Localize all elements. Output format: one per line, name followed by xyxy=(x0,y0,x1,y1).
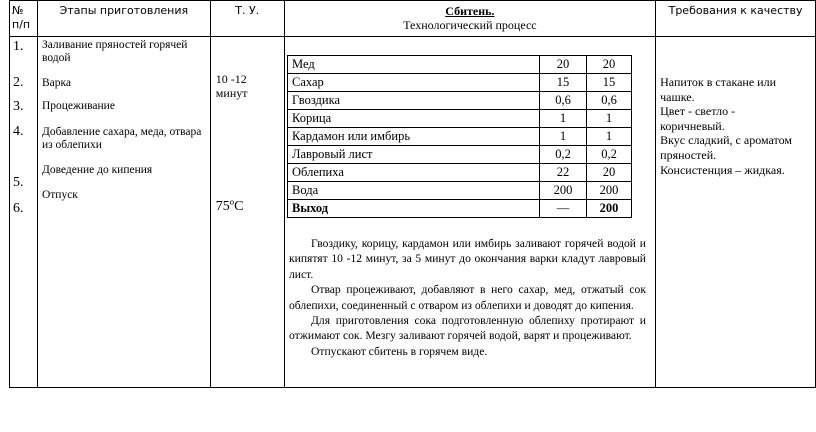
dish-subtitle: Технологический процесс xyxy=(403,18,537,32)
quality-line: Консистенция – жидкая. xyxy=(660,162,785,177)
header-quality-label: Требования к качеству xyxy=(668,4,803,17)
header-stages-label: Этапы приготовления xyxy=(59,4,189,17)
recipe-table xyxy=(287,55,632,218)
header-quality xyxy=(656,1,816,37)
stage-item: Добавление сахара, меда, отвара из облепихи xyxy=(41,126,202,151)
header-tu-label: Т. У. xyxy=(235,4,260,17)
ingredient-name: Облепиха xyxy=(288,164,540,182)
net-value: 15 xyxy=(587,74,632,92)
process-paragraph: Гвоздику, корицу, кардамон или имбирь заливают горячей водой и кипятят 10 -12 минут, за 5 минут до окончания варки кладут лавровый лист. xyxy=(289,237,646,281)
ingredient-name: Выход xyxy=(288,200,540,218)
step-number: 5. xyxy=(13,175,24,190)
gross-value: 20 xyxy=(540,56,587,74)
step-number: 3. xyxy=(13,99,24,114)
tu-temp: 75ºС xyxy=(215,199,244,214)
stage-item: Отпуск xyxy=(41,189,78,201)
net-value: 200 xyxy=(587,182,632,200)
stage-item: Процеживание xyxy=(41,100,115,112)
quality-line: Напиток в стакане или чашке. xyxy=(660,75,776,104)
net-value: 200 xyxy=(587,200,632,218)
dish-title-wrap xyxy=(285,1,655,32)
gross-value: 0,6 xyxy=(540,92,587,110)
recipe-row xyxy=(288,182,632,200)
net-value: 20 xyxy=(587,164,632,182)
recipe-row xyxy=(288,92,632,110)
net-value: 1 xyxy=(587,128,632,146)
ingredient-name: Мед xyxy=(288,56,540,74)
header-num-label: № п/п xyxy=(12,4,31,31)
net-value: 0,6 xyxy=(587,92,632,110)
gross-value: 0,2 xyxy=(540,146,587,164)
gross-value: — xyxy=(540,200,587,218)
recipe-row xyxy=(288,74,632,92)
recipe-row xyxy=(288,56,632,74)
tu-time: 10 -12 минут xyxy=(215,72,248,100)
process-description xyxy=(289,236,646,359)
quality-line: Цвет - светло - коричневый. xyxy=(660,104,736,133)
ingredient-name: Кардамон или имбирь xyxy=(288,128,540,146)
quality-line: Вкус сладкий, с ароматом пряностей. xyxy=(660,133,792,162)
stage-item: Доведение до кипения xyxy=(41,164,153,176)
process-paragraph: Для приготовления сока подготовленную облепиху протирают и отжимают сок. Мезгу заливают горячей водой, варят и процеживают. xyxy=(289,314,646,343)
process-paragraph: Отпускают сбитень в горячем виде. xyxy=(311,344,488,358)
step-number: 4. xyxy=(13,124,24,139)
gross-value: 22 xyxy=(540,164,587,182)
gross-value: 1 xyxy=(540,110,587,128)
tu-cell xyxy=(210,37,284,388)
step-number: 6. xyxy=(13,201,24,216)
recipe-row xyxy=(288,110,632,128)
recipe-row xyxy=(288,128,632,146)
stages-cell xyxy=(37,37,210,388)
step-number: 1. xyxy=(13,39,24,54)
ingredient-name: Лавровый лист xyxy=(288,146,540,164)
gross-value: 1 xyxy=(540,128,587,146)
ingredient-name: Сахар xyxy=(288,74,540,92)
recipe-row xyxy=(288,164,632,182)
header-num xyxy=(10,1,38,37)
ingredient-name: Гвоздика xyxy=(288,92,540,110)
quality-cell xyxy=(656,37,816,388)
header-dish xyxy=(284,1,655,37)
step-number: 2. xyxy=(13,75,24,90)
dish-title: Сбитень. xyxy=(445,4,495,18)
stage-item: Варка xyxy=(41,77,72,89)
recipe-row xyxy=(288,146,632,164)
ingredient-name: Вода xyxy=(288,182,540,200)
process-paragraph: Отвар процеживают, добавляют в него сахар, мед, отжатый сок облепихи, соединенный с отваром из облепихи и доводят до кипения. xyxy=(289,283,646,312)
net-value: 1 xyxy=(587,110,632,128)
ingredient-name: Корица xyxy=(288,110,540,128)
step-numbers-cell xyxy=(10,37,38,388)
gross-value: 15 xyxy=(540,74,587,92)
stage-item: Заливание пряностей горячей водой xyxy=(41,39,188,64)
recipe-total-row xyxy=(288,200,632,218)
quality-text xyxy=(660,75,800,177)
gross-value: 200 xyxy=(540,182,587,200)
header-stages xyxy=(37,1,210,37)
net-value: 0,2 xyxy=(587,146,632,164)
net-value: 20 xyxy=(587,56,632,74)
header-tu xyxy=(210,1,284,37)
